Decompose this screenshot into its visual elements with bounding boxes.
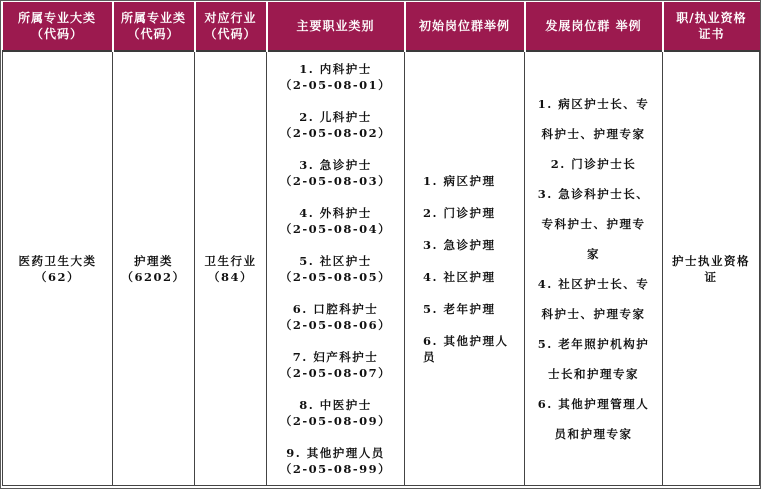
cell-major-category: 医药卫生大类 （62）: [3, 51, 113, 486]
development-position-item: 6. 其他护理管理人 员和护理专家: [537, 396, 650, 441]
header-occupations: 主要职业类别: [267, 2, 405, 51]
occupation-item: 3. 急诊护士 （2-05-08-03）: [279, 157, 392, 188]
cell-certificate: 护士执业资格 证: [663, 51, 760, 486]
cell-industry: 卫生行业 （84）: [195, 51, 267, 486]
occupation-item: 2. 儿科护士 （2-05-08-02）: [279, 109, 392, 140]
table-row: [3, 51, 760, 486]
header-industry: 对应行业 （代码）: [195, 2, 267, 51]
header-initial-positions: 初始岗位群举例: [405, 2, 525, 51]
initial-position-item: 3. 急诊护理: [423, 237, 496, 252]
occupation-item: 6. 口腔科护士 （2-05-08-06）: [279, 301, 392, 332]
cell-occupations: [267, 51, 405, 486]
header-certificate: 职/执业资格 证书: [663, 2, 760, 51]
occupation-item: 4. 外科护士 （2-05-08-04）: [279, 205, 392, 236]
initial-position-item: 4. 社区护理: [423, 269, 496, 284]
development-position-item: 1. 病区护士长、专 科护士、护理专家: [537, 96, 650, 141]
development-position-item: 2. 门诊护士长: [550, 156, 637, 171]
cell-major-class: 护理类 （6202）: [113, 51, 195, 486]
occupation-item: 5. 社区护士 （2-05-08-05）: [279, 253, 392, 284]
header-major-class: 所属专业类 （代码）: [113, 2, 195, 51]
header-major-category: 所属专业大类 （代码）: [3, 2, 113, 51]
initial-position-item: 1. 病区护理: [423, 173, 496, 188]
header-development-positions: 发展岗位群 举例: [525, 2, 663, 51]
initial-position-item: 6. 其他护理人员: [423, 333, 509, 364]
occupation-item: 1. 内科护士 （2-05-08-01）: [279, 61, 392, 92]
development-position-item: 3. 急诊科护士长、 专科护士、护理专 家: [537, 186, 650, 261]
occupation-item: 7. 妇产科护士 （2-05-08-07）: [279, 349, 392, 380]
career-table: [2, 2, 760, 486]
occupation-item: 8. 中医护士 （2-05-08-09）: [279, 397, 392, 428]
header-row: [3, 2, 760, 51]
cell-initial-positions: [405, 51, 525, 486]
development-position-item: 4. 社区护士长、专 科护士、护理专家: [537, 276, 650, 321]
initial-position-item: 2. 门诊护理: [423, 205, 496, 220]
initial-position-item: 5. 老年护理: [423, 301, 496, 316]
cell-development-positions: [525, 51, 663, 486]
development-position-item: 5. 老年照护机构护 士长和护理专家: [537, 336, 650, 381]
occupation-item: 9. 其他护理人员 （2-05-08-99）: [279, 445, 392, 476]
